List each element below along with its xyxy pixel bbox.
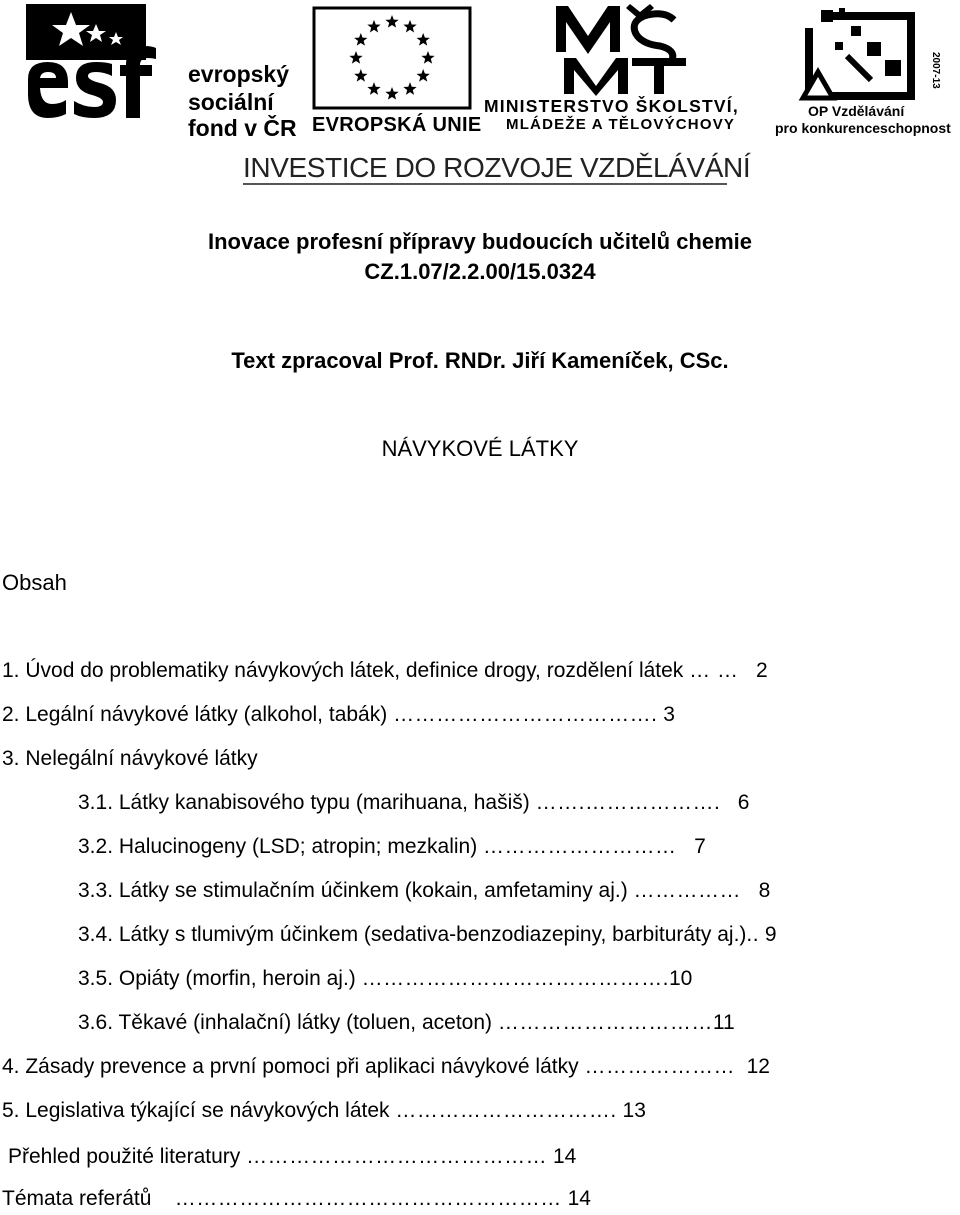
op-logo-line2: pro konkurenceschopnost [775,120,951,136]
esf-logo-line1: evropský [188,61,290,87]
esf-logo-line3: fond v ČR [188,115,297,141]
author-line: Text zpracoval Prof. RNDr. Jiří Kameníček, CSc. [231,348,729,373]
msmt-mark-icon [484,2,769,97]
toc-item[interactable]: 2. Legální návykové látky (alkohol, tabák) ………………………………. 3 [2,703,675,726]
esf-logo-line2: sociální [188,89,274,115]
banner-divider [243,183,727,185]
project-code: CZ.1.07/2.2.00/15.0324 [364,259,596,284]
toc-item[interactable]: 3.6. Těkavé (inhalační) látky (toluen, aceton) …………………………11 [78,1011,735,1034]
toc-item[interactable]: Přehled použité literatury …………………………………… 14 [8,1145,577,1168]
toc-item[interactable]: 3.3. Látky se stimulačním účinkem (kokain, amfetaminy aj.) …………… 8 [78,879,771,902]
op-logo-line1: OP Vzdělávání [808,103,905,119]
document-title: Inovace profesní přípravy budoucích učitelů chemie [207,229,753,254]
esf-logo [26,4,306,141]
toc-item[interactable]: 1. Úvod do problematiky návykových látek, definice drogy, rozdělení látek … … 2 [2,659,768,682]
eu-logo-caption: EVROPSKÁ UNIE [312,114,482,136]
toc-item[interactable]: 3.2. Halucinogeny (LSD; atropin; mezkalin) ……………………… 7 [78,835,706,858]
esf-mark-icon [26,4,186,139]
toc-item[interactable]: 3.1. Látky kanabisového typu (marihuana, hašiš) …….………………. 6 [78,791,750,814]
toc-heading: Obsah [2,570,67,595]
toc-item[interactable]: Témata referátů ……………………………………………… 14 [2,1187,591,1210]
op-logo-side-label: 2007-13 [930,52,941,89]
toc-item[interactable]: 3. Nelegální návykové látky [2,747,258,770]
toc-item[interactable]: 3.4. Látky s tlumivým účinkem (sedativa-benzodiazepiny, barbituráty aj.).. 9 [78,923,777,946]
toc-item[interactable]: 3.5. Opiáty (morfin, heroin aj.) …………………………………….10 [78,967,693,990]
msmt-logo [484,2,769,136]
op-mark-icon [775,2,955,102]
subject-heading: NÁVYKOVÉ LÁTKY [381,436,579,461]
toc-item[interactable]: 4. Zásady prevence a první pomoci při aplikaci návykové látky ………………… 12 [2,1055,770,1078]
eu-logo [312,6,482,136]
investice-banner: INVESTICE DO ROZVOJE VZDĚLÁVÁNÍ [243,152,751,183]
eu-flag-icon [312,6,472,114]
op-logo [775,2,955,136]
msmt-logo-line1: MINISTERSTVO ŠKOLSTVÍ, [484,96,739,116]
toc-item[interactable]: 5. Legislativa týkající se návykových látek …………………………. 13 [2,1099,646,1122]
logo-band [0,0,960,200]
msmt-logo-line2: MLÁDEŽE A TĚLOVÝCHOVY [506,116,736,133]
